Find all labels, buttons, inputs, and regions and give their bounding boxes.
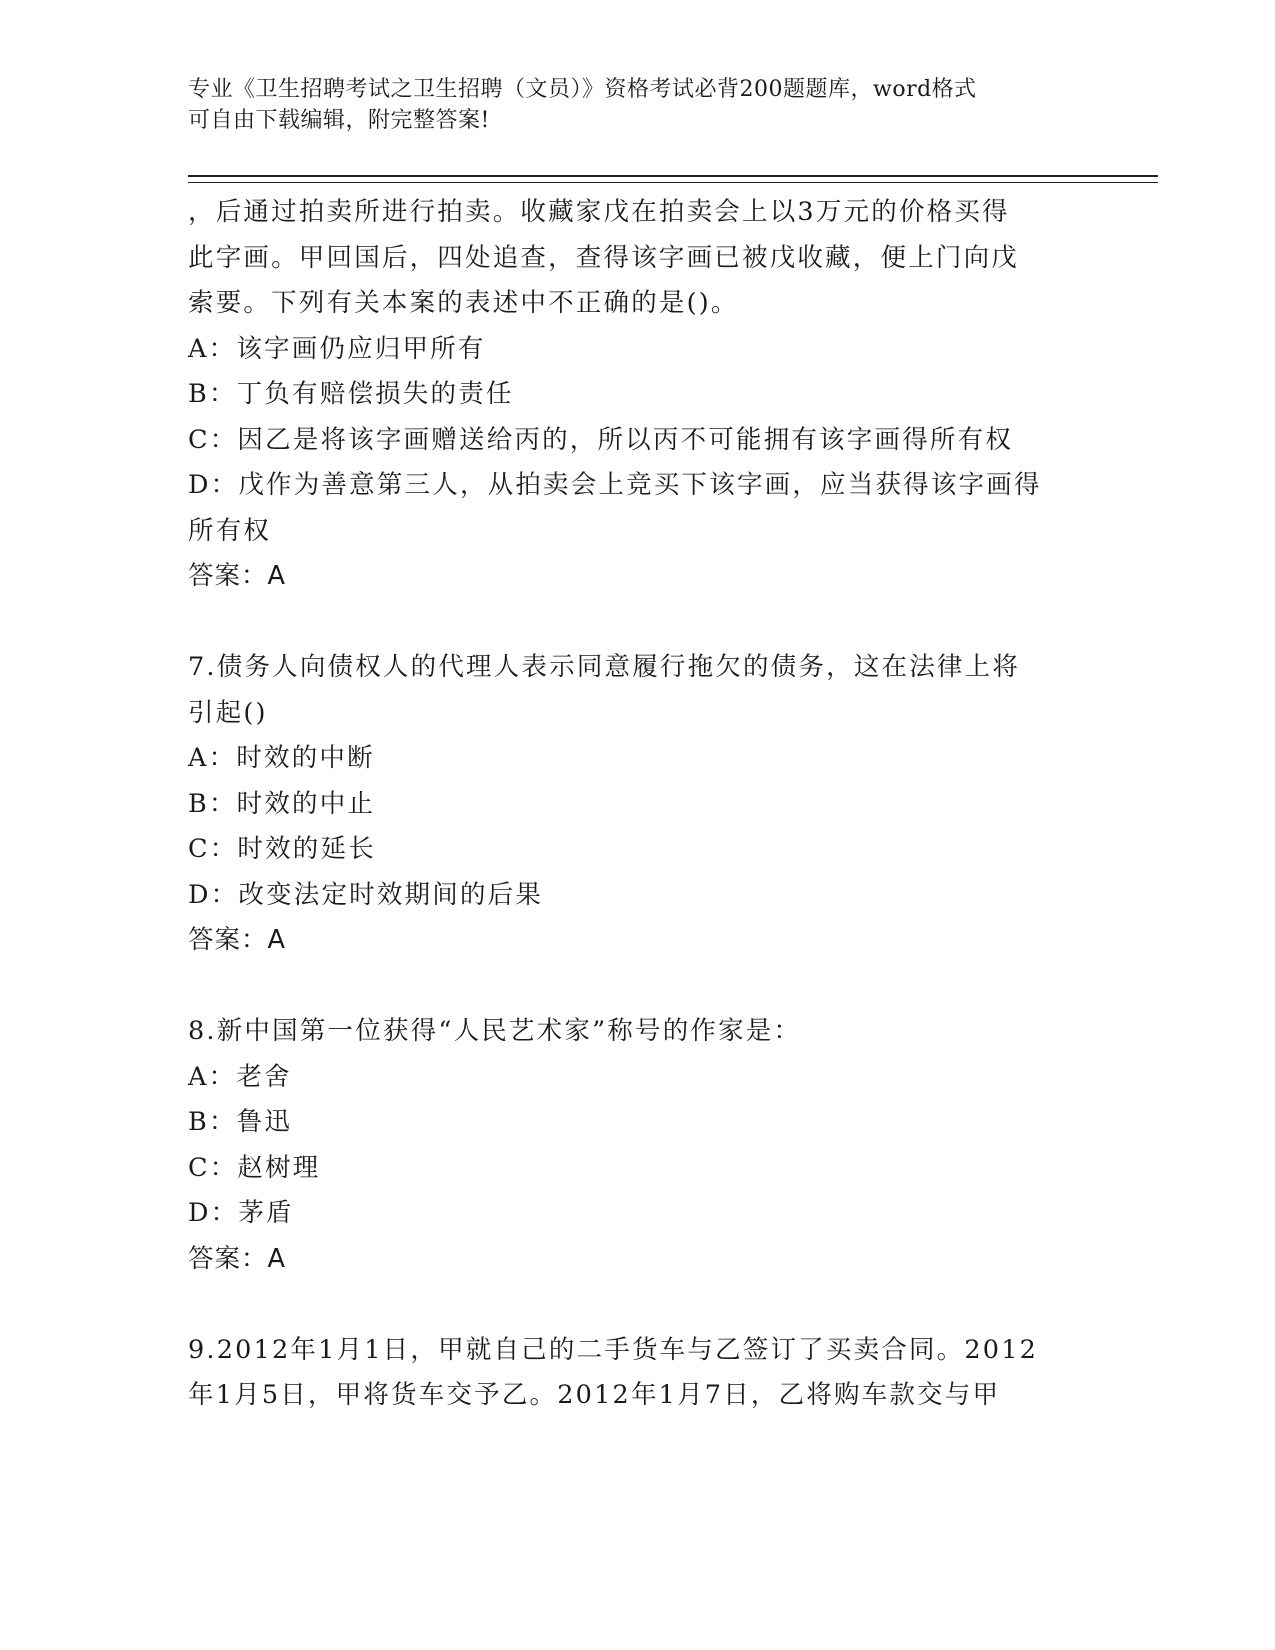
question-spacer — [188, 1282, 1088, 1328]
question-9-text-line: 年1月5日，甲将货车交予乙。2012年1月7日，乙将购车款交与甲 — [188, 1380, 1001, 1410]
question-8-answer: 答案：A — [188, 1243, 286, 1274]
question-7-option-c: C：时效的延长 — [188, 834, 376, 864]
question-6-answer: 答案：A — [188, 561, 286, 591]
question-8 — [188, 1009, 1088, 1282]
question-6-option-a: A：该字画仍应归甲所有 — [188, 333, 486, 364]
question-content — [188, 190, 1088, 1419]
header-rule-thick — [188, 175, 1158, 177]
header-title-line-2: 可自由下载编辑，附完整答案! — [188, 108, 490, 133]
question-spacer — [188, 600, 1088, 646]
question-6-text-line: ，后通过拍卖所进行拍卖。收藏家戊在拍卖会上以3万元的价格买得 — [188, 197, 1010, 227]
question-6-option-c: C：因乙是将该字画赠送给丙的，所以丙不可能拥有该字画得所有权 — [188, 424, 1014, 455]
question-6-text-line: 此字画。甲回国后，四处追查，查得该字画已被戊收藏，便上门向戊 — [188, 242, 1020, 273]
question-spacer — [188, 964, 1088, 1010]
question-7-option-d: D：改变法定时效期间的后果 — [188, 879, 544, 910]
question-6-option-d: D：戊作为善意第三人，从拍卖会上竞买下该字画，应当获得该字画得 — [188, 470, 1042, 500]
question-8-text-line: 8.新中国第一位获得“人民艺术家”称号的作家是： — [188, 1016, 802, 1046]
question-8-option-b: B：鲁迅 — [188, 1107, 293, 1137]
question-6-option-b: B：丁负有赔偿损失的责任 — [188, 379, 514, 409]
question-8-option-d: D：茅盾 — [188, 1198, 294, 1228]
question-6-option-d-cont: 所有权 — [188, 515, 272, 546]
question-9 — [188, 1328, 1088, 1419]
question-8-option-c: C：赵树理 — [188, 1152, 321, 1183]
question-7-text-line: 7.债务人向债权人的代理人表示同意履行拖欠的债务，这在法律上将 — [188, 652, 1021, 682]
document-header — [188, 74, 1068, 136]
question-7-option-a: A：时效的中断 — [188, 743, 375, 773]
question-6-text-line: 索要。下列有关本案的表述中不正确的是()。 — [188, 288, 739, 318]
question-7-answer: 答案：A — [188, 925, 286, 955]
question-8-option-a: A：老舍 — [188, 1061, 292, 1092]
header-title-line-1: 专业《卫生招聘考试之卫生招聘（文员）》资格考试必背200题题库，word格式 — [188, 77, 977, 102]
question-7-option-b: B：时效的中止 — [188, 788, 376, 819]
question-9-text-line: 9.2012年1月1日，甲就自己的二手货车与乙签订了买卖合同。2012 — [188, 1334, 1039, 1365]
question-6 — [188, 190, 1088, 600]
question-7 — [188, 645, 1088, 964]
question-7-text-line: 引起() — [188, 697, 268, 728]
header-rule-thin — [188, 182, 1158, 183]
